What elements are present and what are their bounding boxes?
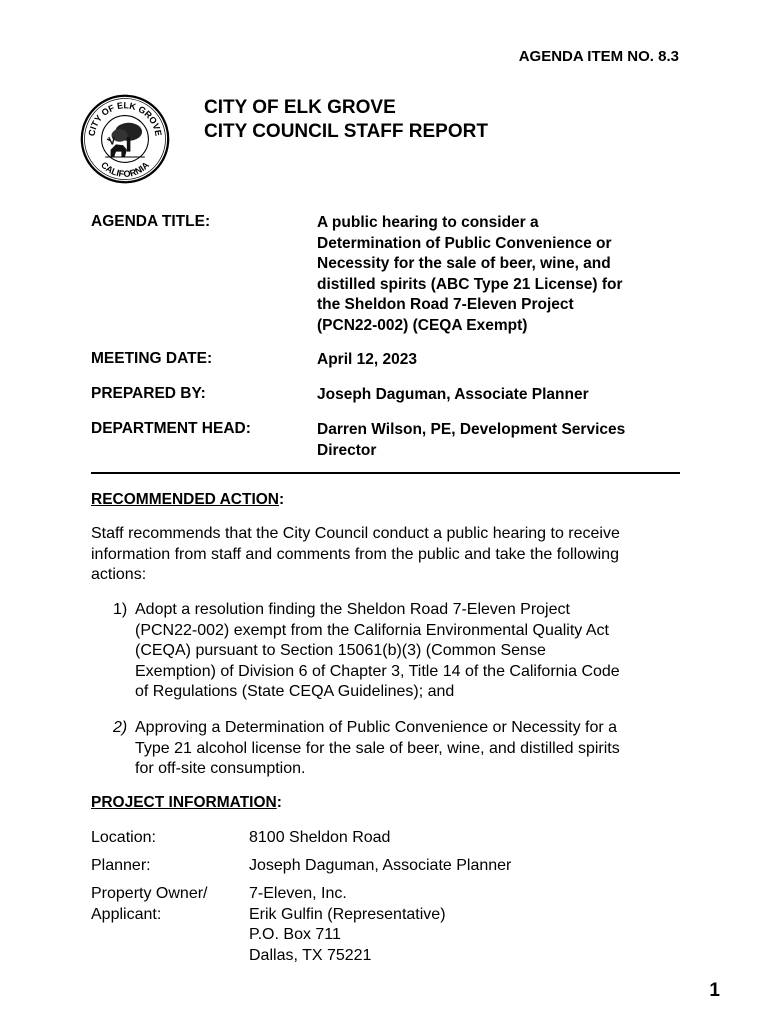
prepared-by-label: PREPARED BY:	[91, 385, 206, 402]
agenda-title-line: the Sheldon Road 7-Eleven Project	[317, 296, 574, 313]
owner-label	[91, 884, 207, 925]
intro-line: information from staff and comments from the public and take the following	[91, 545, 619, 563]
header-divider	[91, 472, 680, 474]
planner-label: Planner:	[91, 857, 151, 874]
project-information-heading: PROJECT INFORMATION:	[91, 794, 282, 811]
owner-line: Dallas, TX 75221	[249, 946, 372, 964]
action-item-number: 1)	[113, 601, 128, 618]
intro-line: Staff recommends that the City Council conduct a public hearing to receive	[91, 525, 620, 542]
action-item-text	[135, 600, 680, 703]
owner-line: P.O. Box 711	[249, 926, 341, 943]
owner-line: Erik Gulfin (Representative)	[249, 905, 446, 923]
agenda-title-label: AGENDA TITLE:	[91, 213, 211, 230]
agenda-title-line: distilled spirits (ABC Type 21 License) for	[317, 275, 623, 293]
owner-line: 7-Eleven, Inc.	[249, 885, 347, 902]
planner-value: Joseph Daguman, Associate Planner	[249, 857, 512, 874]
meeting-date-value: April 12, 2023	[317, 351, 417, 368]
location-label: Location:	[91, 829, 156, 846]
department-head-value	[317, 420, 680, 461]
action-line: Adopt a resolution finding the Sheldon Road 7-Eleven Project	[135, 601, 570, 618]
action-line: Exemption) of Division 6 of Chapter 3, Title 14 of the California Code	[135, 662, 620, 680]
department-head-line: Darren Wilson, PE, Development Services	[317, 421, 626, 438]
intro-line: actions:	[91, 566, 147, 583]
city-name: CITY OF ELK GROVE	[204, 97, 396, 118]
agenda-item-number: AGENDA ITEM NO. 8.3	[518, 48, 679, 65]
agenda-title-line: (PCN22-002) (CEQA Exempt)	[317, 316, 528, 334]
recommended-action-intro	[91, 524, 680, 586]
report-type: CITY COUNCIL STAFF REPORT	[204, 121, 488, 142]
agenda-title-line: Necessity for the sale of beer, wine, and	[317, 255, 611, 272]
action-item-text	[135, 718, 680, 780]
action-line: Type 21 alcohol license for the sale of beer, wine, and distilled spirits	[135, 739, 620, 757]
department-head-line: Director	[317, 441, 377, 459]
action-line: (PCN22-002) exempt from the California Environmental Quality Act	[135, 621, 609, 639]
recommended-action-heading: RECOMMENDED ACTION:	[91, 491, 285, 508]
department-head-label: DEPARTMENT HEAD:	[91, 420, 251, 437]
action-line: of Regulations (State CEQA Guidelines); and	[135, 683, 455, 700]
location-value: 8100 Sheldon Road	[249, 829, 391, 846]
page-number: 1	[709, 980, 720, 1001]
agenda-title-value	[317, 213, 680, 336]
seal-text-top: CITY OF ELK GROVE	[86, 100, 164, 137]
meeting-date-label: MEETING DATE:	[91, 350, 213, 367]
agenda-title-line: A public hearing to consider a	[317, 214, 539, 231]
report-header	[204, 96, 488, 144]
owner-label-line: Applicant:	[91, 905, 162, 923]
owner-value	[249, 884, 446, 966]
action-line: (CEQA) pursuant to Section 15061(b)(3) (Common Sense	[135, 642, 546, 659]
prepared-by-value: Joseph Daguman, Associate Planner	[317, 386, 589, 403]
seal-text-bottom: CALIFORNIA	[98, 159, 152, 179]
action-line: for off-site consumption.	[135, 760, 306, 777]
city-seal-icon	[80, 94, 170, 184]
owner-label-line: Property Owner/	[91, 885, 208, 902]
action-item-number: 2)	[113, 719, 128, 736]
action-line: Approving a Determination of Public Convenience or Necessity for a	[135, 719, 618, 736]
agenda-title-line: Determination of Public Convenience or	[317, 234, 612, 252]
